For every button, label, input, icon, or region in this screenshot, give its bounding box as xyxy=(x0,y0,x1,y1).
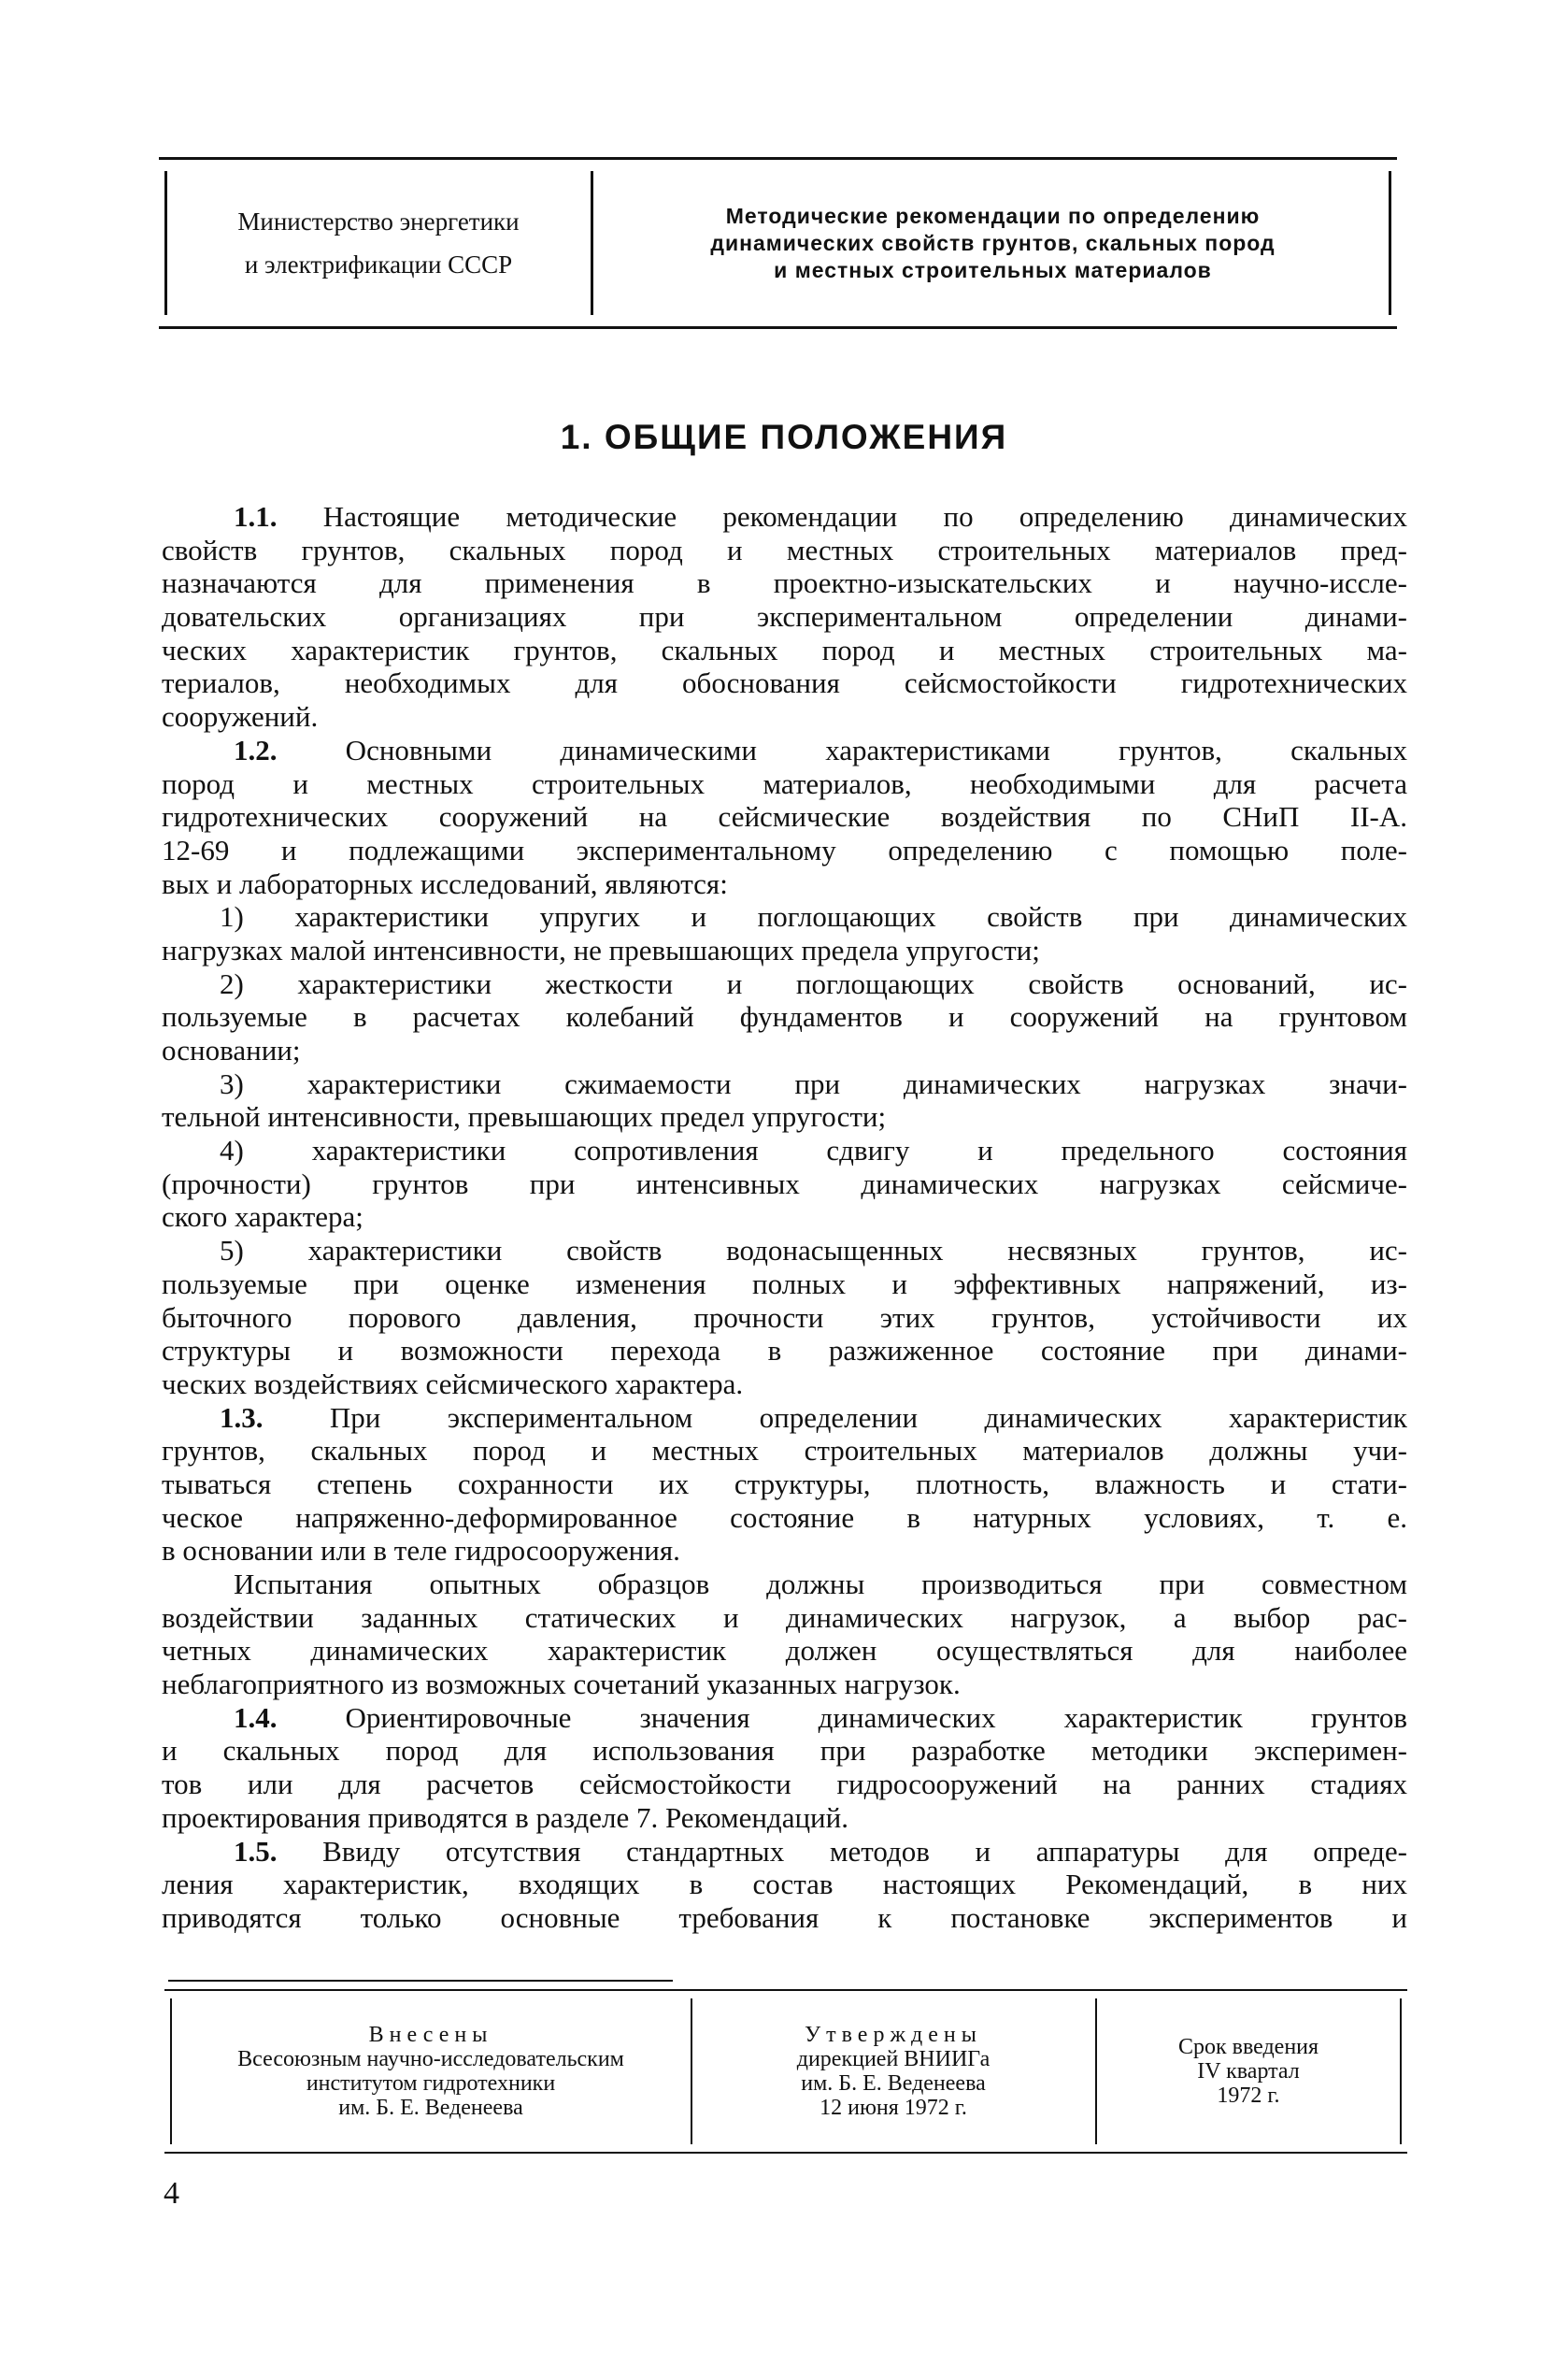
approved-label: Утверждены xyxy=(805,2023,982,2047)
text-line: ления характеристик, входящих в состав настоящих Рекомендаций, в них xyxy=(162,1868,1407,1901)
text-line: 4) характеристики сопротивления сдвигу и предельного состояния xyxy=(220,1134,1407,1167)
list-item-5 xyxy=(162,1234,1407,1400)
text-line: 2) характеристики жесткости и поглощающих свойств оснований, ис- xyxy=(220,967,1407,1000)
term-line: 1972 г. xyxy=(1217,2084,1280,2108)
text-line: 3) характеристики сжимаемости при динамических нагрузках значи- xyxy=(220,1067,1407,1100)
text-line: ского характера; xyxy=(162,1200,363,1234)
text-line: и скальных пород для использования при разработке методики эксперимен- xyxy=(162,1734,1407,1768)
document-title-line: динамических свойств грунтов, скальных пород xyxy=(710,230,1276,255)
text-line: грунтов, скальных пород и местных строительных материалов должны учи- xyxy=(162,1434,1407,1468)
paragraph-1-4 xyxy=(162,1701,1407,1835)
effective-date xyxy=(1097,1991,1400,2152)
text-line: неблагоприятного из возможных сочетаний указанных нагрузок. xyxy=(162,1668,961,1701)
header-box xyxy=(159,157,1397,329)
text-line: четных динамических характеристик должен осуществляться для наиболее xyxy=(162,1634,1407,1668)
paragraph-1-3-continued xyxy=(162,1568,1407,1701)
document-title-line: и местных строительных материалов xyxy=(774,257,1212,282)
clause-number: 1.2. xyxy=(234,733,278,766)
text-line: структуры и возможности перехода в разжиженное состояние при динами- xyxy=(162,1334,1407,1368)
text-line: довательских организациях при экспериментальном определении динами- xyxy=(162,600,1407,634)
text-line: териалов, необходимых для обоснования сейсмостойкости гидротехнических xyxy=(162,666,1407,700)
text-line: в основании или в теле гидросооружения. xyxy=(162,1534,680,1568)
introduced-line: институтом гидротехники xyxy=(306,2071,556,2096)
text-line: воздействии заданных статических и динамических нагрузок, а выбор рас- xyxy=(162,1600,1407,1634)
text-line: 5) характеристики свойств водонасыщенных несвязных грунтов, ис- xyxy=(220,1234,1407,1267)
paragraph-1-1 xyxy=(162,500,1407,734)
document-title-line: Методические рекомендации по определению xyxy=(725,203,1261,228)
text-line: быточного порового давления, прочности этих грунтов, устойчивости их xyxy=(162,1300,1407,1334)
paragraph-1-5 xyxy=(162,1835,1407,1935)
text-line: Испытания опытных образцов должны производиться при совместном xyxy=(234,1568,1407,1600)
introduced-line: Всесоюзным научно-исследовательским xyxy=(237,2047,624,2071)
text-line: 12-69 и подлежащими экспериментальному определению с помощью поле- xyxy=(162,833,1407,866)
text-line: При экспериментальном определении динамических характеристик xyxy=(263,1400,1407,1434)
approved-line: 12 июня 1972 г. xyxy=(820,2096,967,2120)
list-item-3 xyxy=(162,1067,1407,1134)
clause-number: 1.3. xyxy=(220,1400,264,1434)
clause-number: 1.4. xyxy=(234,1700,278,1734)
text-line: назначаются для применения в проектно-изыскательских и научно-иссле- xyxy=(162,566,1407,600)
introduced-label: Внесены xyxy=(368,2023,493,2047)
text-line: тов или для расчетов сейсмостойкости гидросооружений на ранних стадиях xyxy=(162,1768,1407,1801)
text-line: (прочности) грунтов при интенсивных динамических нагрузках сейсмиче- xyxy=(162,1167,1407,1200)
footer-separator xyxy=(168,1980,673,1982)
text-line: ческих воздействиях сейсмического характера. xyxy=(162,1367,744,1400)
text-line: проектирования приводятся в разделе 7. Рекомендаций. xyxy=(162,1800,848,1834)
ministry-name xyxy=(168,160,589,326)
text-line: гидротехнических сооружений на сейсмические воздействия по СНиП II-А. xyxy=(162,800,1407,834)
text-line: основании; xyxy=(162,1034,301,1067)
text-line: 1) характеристики упругих и поглощающих свойств при динамических xyxy=(220,900,1407,934)
text-line: пользуемые в расчетах колебаний фундаментов и сооружений на грунтовом xyxy=(162,1000,1407,1034)
body-text xyxy=(162,500,1407,1935)
ministry-line: Министерство энергетики xyxy=(237,208,520,236)
text-line: Настоящие методические рекомендации по определению динамических xyxy=(277,500,1407,533)
footer-box xyxy=(164,1989,1407,2154)
text-line: вых и лабораторных исследований, являются: xyxy=(162,866,728,900)
page-number: 4 xyxy=(164,2176,179,2211)
list-item-4 xyxy=(162,1134,1407,1234)
approved-by xyxy=(692,1991,1094,2152)
list-item-1 xyxy=(162,900,1407,967)
header-right-border xyxy=(1389,171,1391,315)
list-item-2 xyxy=(162,967,1407,1067)
clause-number: 1.5. xyxy=(234,1834,278,1868)
term-line: Срок введения xyxy=(1177,2035,1319,2059)
text-line: тельной интенсивности, превышающих предел упругости; xyxy=(162,1100,887,1134)
introduced-by xyxy=(172,1991,690,2152)
term-line: IV квартал xyxy=(1197,2059,1300,2084)
text-line: нагрузках малой интенсивности, не превышающих предела упругости; xyxy=(162,933,1040,967)
text-line: пород и местных строительных материалов, необходимыми для расчета xyxy=(162,766,1407,800)
paragraph-1-3 xyxy=(162,1401,1407,1568)
document-title xyxy=(598,160,1388,326)
footer-right-border xyxy=(1400,1998,1402,2144)
header-left-border xyxy=(164,171,167,315)
clause-number: 1.1. xyxy=(234,500,278,533)
header-divider xyxy=(591,171,593,315)
text-line: сооружений. xyxy=(162,700,319,734)
text-line: свойств грунтов, скальных пород и местных строительных материалов пред- xyxy=(162,533,1407,566)
text-line: ческих характеристик грунтов, скальных пород и местных строительных ма- xyxy=(162,633,1407,666)
text-line: Ввиду отсутствия стандартных методов и аппаратуры для опреде- xyxy=(277,1834,1407,1868)
text-line: Ориентировочные значения динамических характеристик грунтов xyxy=(277,1700,1407,1734)
text-line: Основными динамическими характеристиками грунтов, скальных xyxy=(277,733,1407,766)
paragraph-1-2 xyxy=(162,734,1407,900)
introduced-line: им. Б. Е. Веденеева xyxy=(338,2096,523,2120)
approved-line: дирекцией ВНИИГа xyxy=(796,2047,991,2071)
section-title: 1. ОБЩИЕ ПОЛОЖЕНИЯ xyxy=(560,418,1008,456)
approved-line: им. Б. Е. Веденеева xyxy=(801,2071,986,2096)
text-line: тываться степень сохранности их структуры, плотность, влажность и стати- xyxy=(162,1467,1407,1500)
text-line: приводятся только основные требования к постановке экспериментов и xyxy=(162,1900,1407,1934)
ministry-line: и электрификации СССР xyxy=(244,251,513,279)
text-line: ческое напряженно-деформированное состояние в натурных условиях, т. е. xyxy=(162,1500,1407,1534)
text-line: пользуемые при оценке изменения полных и эффективных напряжений, из- xyxy=(162,1267,1407,1300)
